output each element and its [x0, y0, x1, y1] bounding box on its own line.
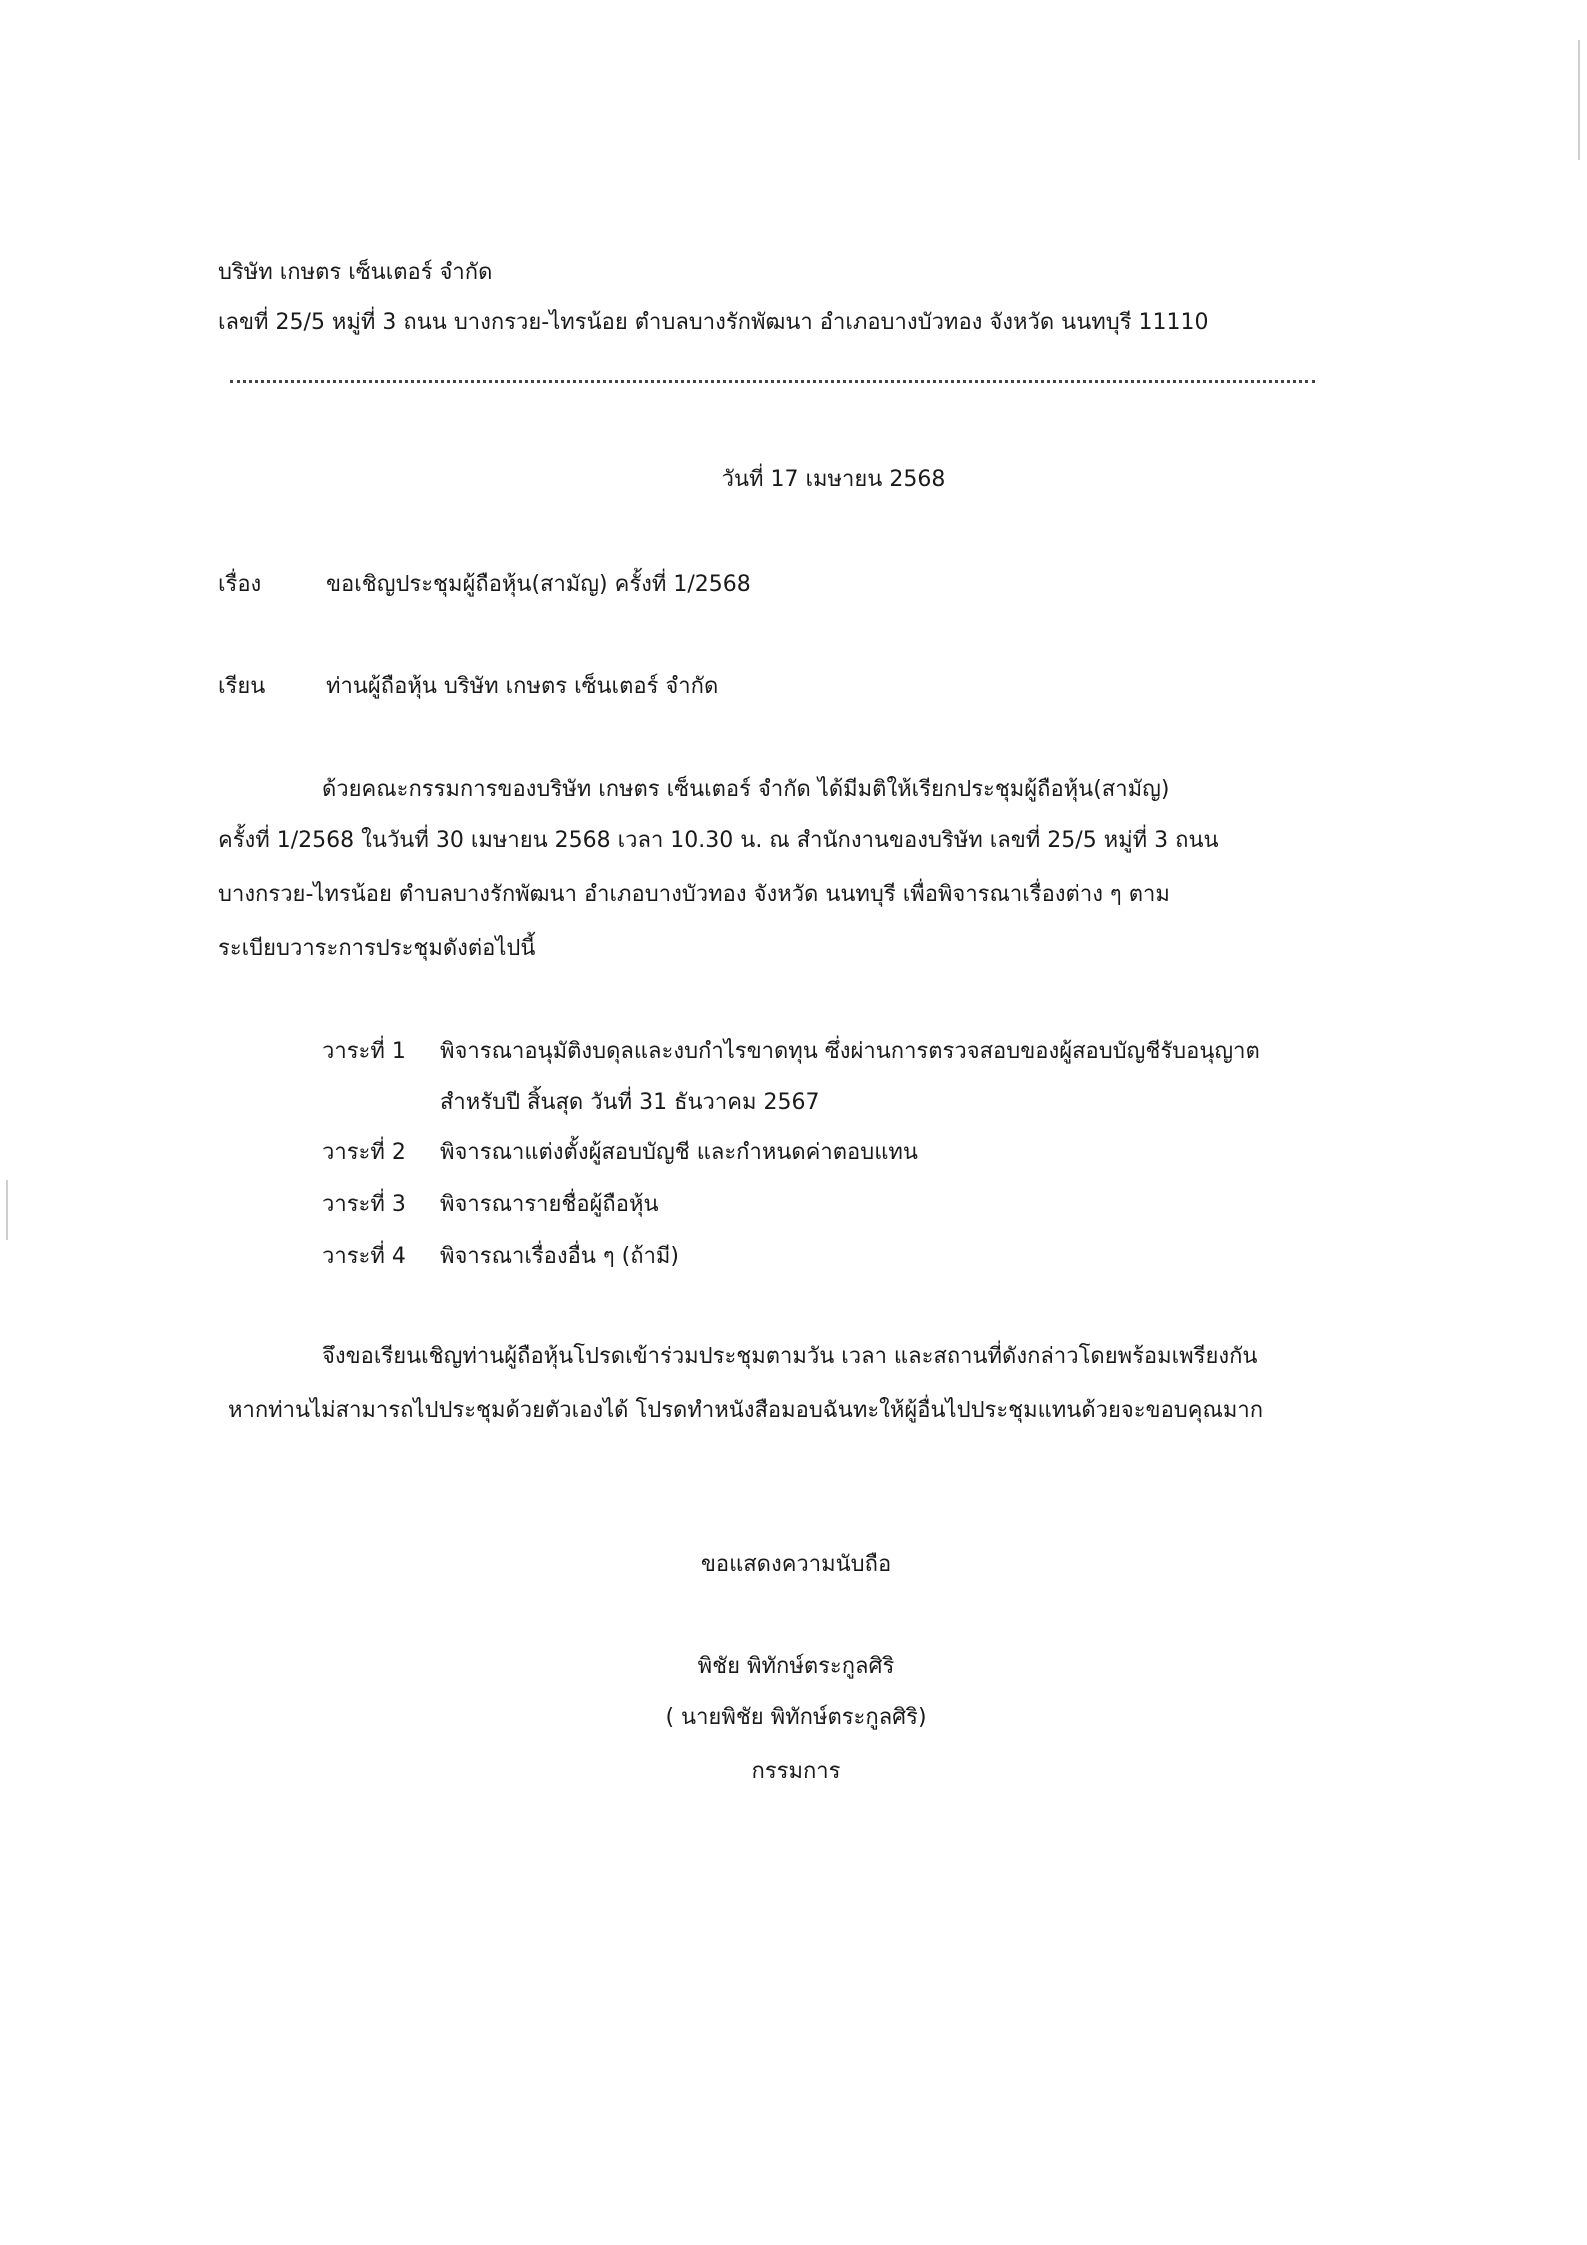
agenda-text: พิจารณาอนุมัติงบดุลและงบกำไรขาดทุน ซึ่งผ่านการตรวจสอบของผู้สอบบัญชีรับอนุญาต [440, 1039, 1260, 1064]
agenda-item-1-continuation: สำหรับปี สิ้นสุด วันที่ 31 ธันวาคม 2567 [440, 1090, 820, 1115]
recipient-text: ท่านผู้ถือหุ้น บริษัท เกษตร เซ็นเตอร์ จำกัด [326, 674, 719, 699]
agenda-item-1 [322, 1037, 1260, 1067]
body-paragraph-2-line: จึงขอเรียนเชิญท่านผู้ถือหุ้นโปรดเข้าร่วมประชุมตามวัน เวลา และสถานที่ดังกล่าวโดยพร้อมเพรียงกัน [322, 1344, 1258, 1369]
agenda-item-3 [322, 1190, 659, 1220]
body-paragraph-1-line: ระเบียบวาระการประชุมดังต่อไปนี้ [218, 936, 536, 961]
signature-name: พิชัย พิทักษ์ตระกูลศิริ [697, 1654, 895, 1679]
body-paragraph-2-line: หากท่านไม่สามารถไปประชุมด้วยตัวเองได้ โปรดทำหนังสือมอบฉันทะให้ผู้อื่นไปประชุมแทนด้วยจะขอบคุณมาก [228, 1398, 1264, 1423]
agenda-label: วาระที่ 4 [322, 1244, 406, 1269]
recipient-line [218, 672, 718, 702]
body-paragraph-1-line: บางกรวย-ไทรน้อย ตำบลบางรักพัฒนา อำเภอบางบัวทอง จังหวัด นนทบุรี เพื่อพิจารณาเรื่องต่าง ๆ ตาม [218, 882, 1170, 907]
agenda-label: วาระที่ 1 [322, 1039, 406, 1064]
agenda-label: วาระที่ 3 [322, 1192, 406, 1217]
subject-line [218, 570, 751, 600]
scan-edge-mark [1578, 40, 1580, 160]
closing-regards: ขอแสดงความนับถือ [700, 1552, 892, 1577]
agenda-item-4 [322, 1242, 679, 1272]
body-paragraph-1-line: ด้วยคณะกรรมการของบริษัท เกษตร เซ็นเตอร์ จำกัด ได้มีมติให้เรียกประชุมผู้ถือหุ้น(สามัญ) [322, 777, 1170, 802]
subject-text: ขอเชิญประชุมผู้ถือหุ้น(สามัญ) ครั้งที่ 1/2568 [326, 572, 751, 597]
printed-name: ( นายพิชัย พิทักษ์ตระกูลศิริ) [665, 1705, 927, 1730]
company-name: บริษัท เกษตร เซ็นเตอร์ จำกัด [218, 260, 493, 285]
subject-label: เรื่อง [218, 572, 262, 597]
agenda-item-2 [322, 1138, 918, 1168]
company-address: เลขที่ 25/5 หมู่ที่ 3 ถนน บางกรวย-ไทรน้อย ตำบลบางรักพัฒนา อำเภอบางบัวทอง จังหวัด นนทบุรี 11110 [218, 310, 1209, 335]
scan-edge-mark [6, 1180, 8, 1240]
letter-date: วันที่ 17 เมษายน 2568 [721, 467, 946, 492]
body-paragraph-1-line: ครั้งที่ 1/2568 ในวันที่ 30 เมษายน 2568 เวลา 10.30 น. ณ สำนักงานของบริษัท เลขที่ 25/5 หมู่ที่ 3 ถนน [218, 828, 1219, 853]
signer-title: กรรมการ [751, 1759, 841, 1784]
header-divider [230, 380, 1315, 383]
agenda-text: พิจารณาเรื่องอื่น ๆ (ถ้ามี) [440, 1244, 680, 1269]
agenda-text: พิจารณารายชื่อผู้ถือหุ้น [440, 1192, 659, 1217]
recipient-label: เรียน [218, 674, 266, 699]
agenda-label: วาระที่ 2 [322, 1140, 406, 1165]
agenda-text: พิจารณาแต่งตั้งผู้สอบบัญชี และกำหนดค่าตอบแทน [440, 1140, 918, 1165]
